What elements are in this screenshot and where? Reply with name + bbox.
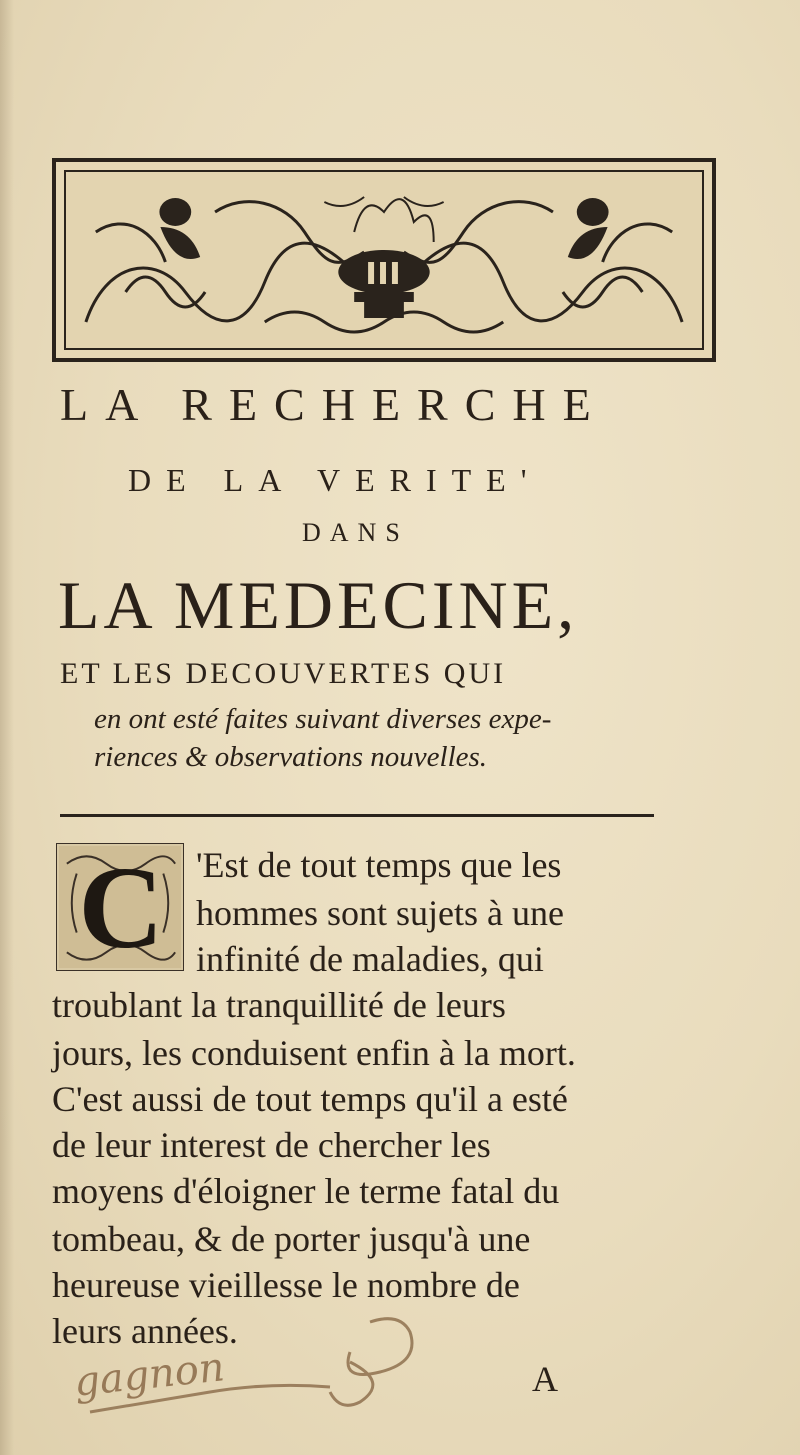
subtitle	[94, 700, 674, 776]
body-line: troublant la tranquillité de leurs	[52, 985, 506, 1025]
subtitle-line: en ont esté faites suivant diverses expe-	[94, 703, 552, 735]
printer-signature-mark: A	[532, 1359, 558, 1399]
body-line: 'Est de tout temps que les	[196, 845, 562, 885]
body-line: tombeau, & de porter jusqu'à une	[52, 1219, 531, 1259]
title-line-3: DANS	[302, 518, 409, 547]
body-line: moyens d'éloigner le terme fatal du	[52, 1171, 560, 1211]
subtitle-line: riences & observations nouvelles.	[94, 741, 488, 773]
title-line-2: DE LA VERITE'	[128, 462, 542, 498]
body-line: de leur interest de chercher les	[52, 1125, 491, 1165]
ornamental-headpiece	[52, 158, 716, 362]
ornamental-drop-cap	[56, 843, 184, 971]
body-line: leurs années.	[52, 1311, 238, 1351]
headpiece-ornament-image	[66, 172, 702, 348]
body-line: C'est aussi de tout temps qu'il a esté	[52, 1079, 568, 1119]
page-fold-shadow	[0, 0, 14, 1455]
handwritten-name: gagnon	[72, 1344, 227, 1406]
body-line: jours, les conduisent enfin à la mort.	[52, 1033, 576, 1073]
title-line-5: ET LES DECOUVERTES QUI	[60, 657, 507, 690]
body-line: heureuse vieillesse le nombre de	[52, 1265, 520, 1305]
body-line: infinité de maladies, qui	[196, 939, 544, 979]
drop-cap-letter: C	[78, 842, 164, 973]
title-line-4: LA MEDECINE,	[58, 567, 579, 643]
horizontal-rule	[60, 814, 654, 817]
title-line-1: LA RECHERCHE	[60, 379, 608, 430]
body-line: hommes sont sujets à une	[196, 893, 564, 933]
